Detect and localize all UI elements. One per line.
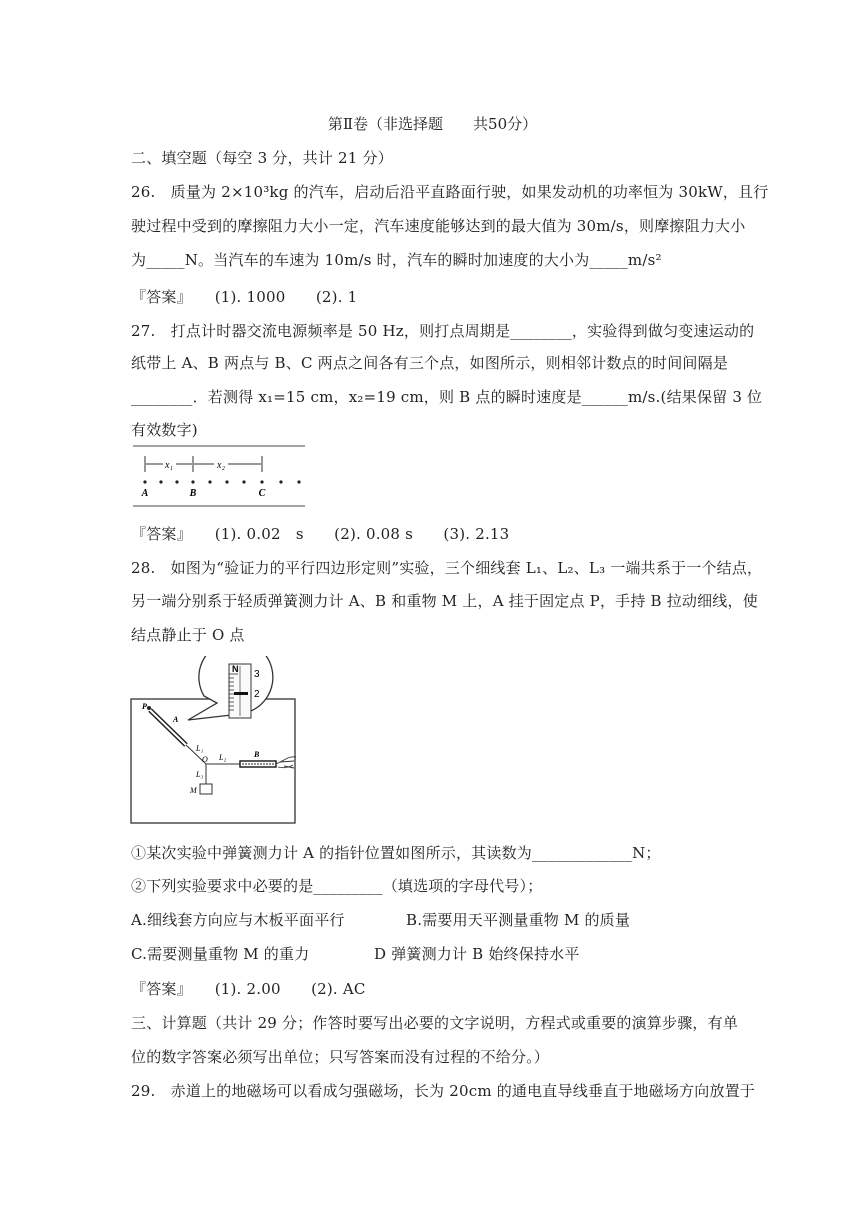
q28-line2: 另一端分别系于轻质弹簧测力计 A、B 和重物 M 上，A 挂于固定点 P，手持 B 拉动细线，使 (131, 592, 758, 610)
pointer-indicator (234, 692, 248, 695)
m-label: M (190, 786, 197, 795)
point-c-label: C (258, 488, 266, 499)
tick-2-label: 2 (254, 689, 260, 700)
q28-option-b: B.需要用天平测量重物 M 的质量 (406, 911, 631, 929)
l1-label: L₁ (196, 744, 204, 753)
l2-label: L₂ (219, 753, 227, 762)
q28-answer: 『答案』 (1). 2.00 (2). AC (131, 980, 366, 998)
newton-label: N (232, 664, 239, 674)
calc-heading-line2: 位的数字答案必须写出单位；只写答案而没有过程的不给分。） (131, 1048, 550, 1066)
calc-heading-line1: 三、计算题（共计 29 分；作答时要写出必要的文字说明，方程式或重要的演算步骤，有单 (131, 1014, 739, 1032)
hand-icon (276, 757, 296, 768)
q28-item1: ①某次实验中弹簧测力计 A 的指针位置如图所示，其读数为_____________N； (131, 844, 661, 862)
q28-item2: ②下列实验要求中必要的是_________（填选项的字母代号）； (131, 877, 543, 895)
q27-line3: ________．若测得 x₁=15 cm，x₂=19 cm，则 B 点的瞬时速度是______m/s.(结果保留 3 位 (131, 388, 763, 406)
p-label: P (142, 702, 147, 711)
q28-option-c: C.需要测量重物 M 的重力 (131, 945, 310, 963)
q26-line2: 驶过程中受到的摩擦阻力大小一定，汽车速度能够达到的最大值为 30m/s，则摩擦阻力大小 (131, 217, 746, 235)
q28-line3: 结点静止于 O 点 (131, 626, 245, 644)
q28-line1: 28. 如图为“验证力的平行四边形定则”实验，三个细线套 L₁、L₂、L₃ 一端共系于一个结点， (131, 559, 763, 577)
q28-option-a: A.细线套方向应与木板平面平行 (131, 911, 345, 929)
tick-3-label: 3 (254, 669, 260, 680)
q27-line2: 纸带上 A、B 两点与 B、C 两点之间各有三个点，如图所示，则相邻计数点的时间间隔是 (131, 354, 729, 372)
x1-label: x₁ (165, 460, 173, 471)
q27-answer: 『答案』 (1). 0.02 s (2). 0.08 s (3). 2.13 (131, 525, 510, 543)
q26-line1: 26. 质量为 2×10³kg 的汽车，启动后沿平直路面行驶，如果发动机的功率恒为 30kW，且行 (131, 183, 769, 201)
l3-label: L₃ (196, 770, 204, 779)
q28-option-d: D 弹簧测力计 B 始终保持水平 (374, 945, 580, 963)
q26-answer: 『答案』 (1). 1000 (2). 1 (131, 288, 358, 306)
fixed-point-p (147, 706, 151, 710)
fill-blank-heading: 二、填空题（每空 3 分，共计 21 分） (131, 149, 393, 167)
point-b-label: B (189, 488, 197, 499)
q27-line1: 27. 打点计时器交流电源频率是 50 Hz，则打点周期是________，实验得到做匀变速运动的 (131, 322, 755, 340)
b-label: B (254, 750, 260, 759)
q26-line3: 为_____N。当汽车的车速为 10m/s 时，汽车的瞬时加速度的大小为_____m/s² (131, 251, 662, 269)
q27-line4: 有效数字) (131, 421, 198, 439)
x2-label: x₂ (217, 460, 225, 471)
force-experiment-figure (128, 656, 300, 828)
point-a-label: A (141, 488, 149, 499)
a-label: A (173, 715, 179, 724)
section-title: 第Ⅱ卷（非选择题 共50分） (327, 115, 538, 133)
weight-m (200, 784, 212, 794)
ticker-tape-figure (131, 443, 307, 509)
o-label: O (202, 755, 208, 764)
tape-dots (143, 480, 300, 483)
q29-line1: 29. 赤道上的地磁场可以看成匀强磁场，长为 20cm 的通电直导线垂直于地磁场方向放置于 (131, 1082, 756, 1100)
